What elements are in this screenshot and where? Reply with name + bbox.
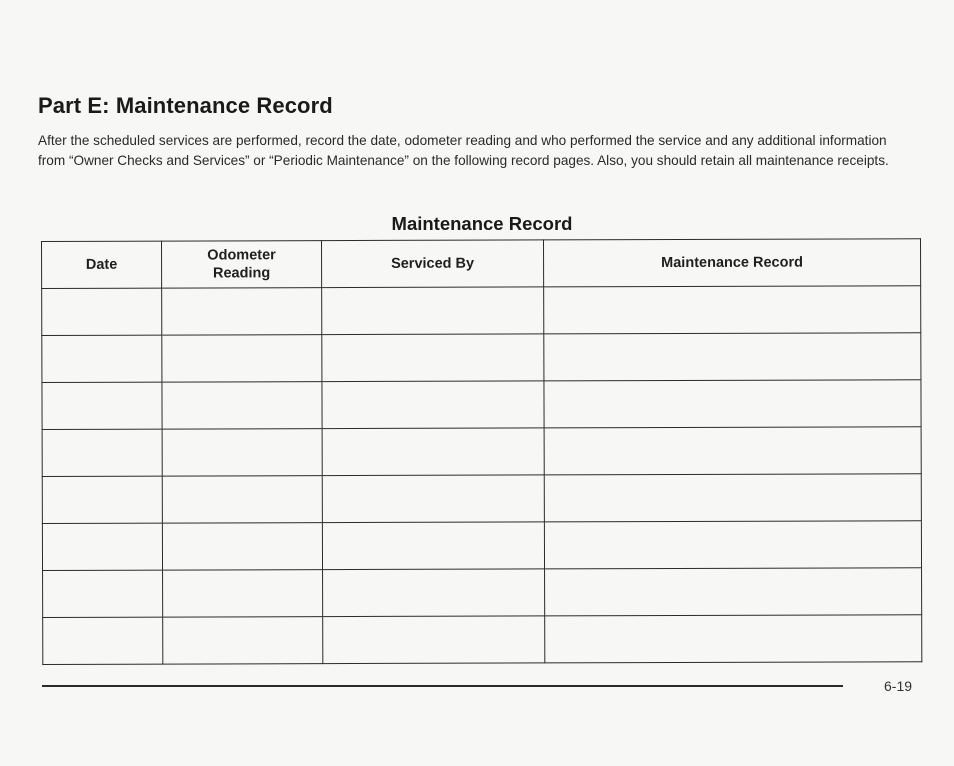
cell-maintenance-record — [544, 380, 921, 428]
table-row — [43, 615, 922, 665]
cell-date — [42, 523, 162, 570]
cell-date — [42, 429, 162, 476]
cell-serviced-by — [322, 522, 544, 570]
table-row — [43, 568, 922, 618]
header-serviced-by — [322, 240, 544, 288]
table-row — [42, 286, 921, 336]
table-row — [42, 427, 921, 477]
header-maintenance-record-label: Maintenance Record — [661, 254, 804, 272]
cell-maintenance-record — [545, 568, 922, 616]
cell-odometer-reading — [162, 335, 322, 383]
cell-maintenance-record — [544, 286, 921, 334]
cell-serviced-by — [323, 569, 545, 617]
cell-odometer-reading — [162, 523, 322, 571]
cell-odometer-reading — [162, 288, 322, 336]
cell-serviced-by — [323, 616, 545, 664]
table-row — [42, 333, 921, 383]
header-odometer-line1: Odometer — [207, 247, 276, 264]
table-title: Maintenance Record — [391, 213, 573, 234]
cell-odometer-reading — [163, 617, 323, 665]
intro-paragraph: After the scheduled services are performed, record the date, odometer reading and who performed the service and any additional information from “Owner Checks and Services” or “Periodic Maintenance” on the following record pages. Also, you should retain all maintenance receipts. — [38, 133, 889, 168]
table-row — [42, 380, 921, 430]
cell-maintenance-record — [544, 521, 921, 569]
header-maintenance-record — [543, 239, 920, 287]
cell-date — [43, 617, 163, 664]
section-title: Part E: Maintenance Record — [38, 93, 333, 118]
header-odometer-line2: Reading — [212, 265, 271, 282]
cell-maintenance-record — [544, 333, 921, 381]
table-body — [42, 286, 922, 665]
header-date-label: Date — [85, 256, 118, 273]
cell-date — [42, 335, 162, 382]
cell-date — [42, 382, 162, 429]
cell-date — [42, 476, 162, 523]
cell-odometer-reading — [163, 570, 323, 618]
page-number: 6-19 — [884, 678, 913, 694]
maintenance-record-table — [41, 238, 922, 665]
header-serviced-by-label: Serviced By — [391, 255, 475, 272]
header-row — [42, 239, 921, 289]
cell-maintenance-record — [544, 474, 921, 522]
cell-odometer-reading — [162, 382, 322, 430]
header-odometer-reading — [162, 241, 322, 289]
cell-maintenance-record — [544, 427, 921, 475]
table-row — [42, 474, 921, 524]
cell-date — [43, 570, 163, 617]
cell-date — [42, 288, 162, 335]
footer-rule — [42, 685, 843, 687]
cell-serviced-by — [322, 475, 544, 523]
cell-serviced-by — [322, 334, 544, 382]
header-date — [42, 241, 162, 288]
cell-maintenance-record — [545, 615, 922, 663]
cell-serviced-by — [322, 381, 544, 429]
cell-odometer-reading — [162, 429, 322, 477]
cell-serviced-by — [322, 428, 544, 476]
table-row — [42, 521, 921, 571]
cell-serviced-by — [322, 287, 544, 335]
cell-odometer-reading — [162, 476, 322, 524]
